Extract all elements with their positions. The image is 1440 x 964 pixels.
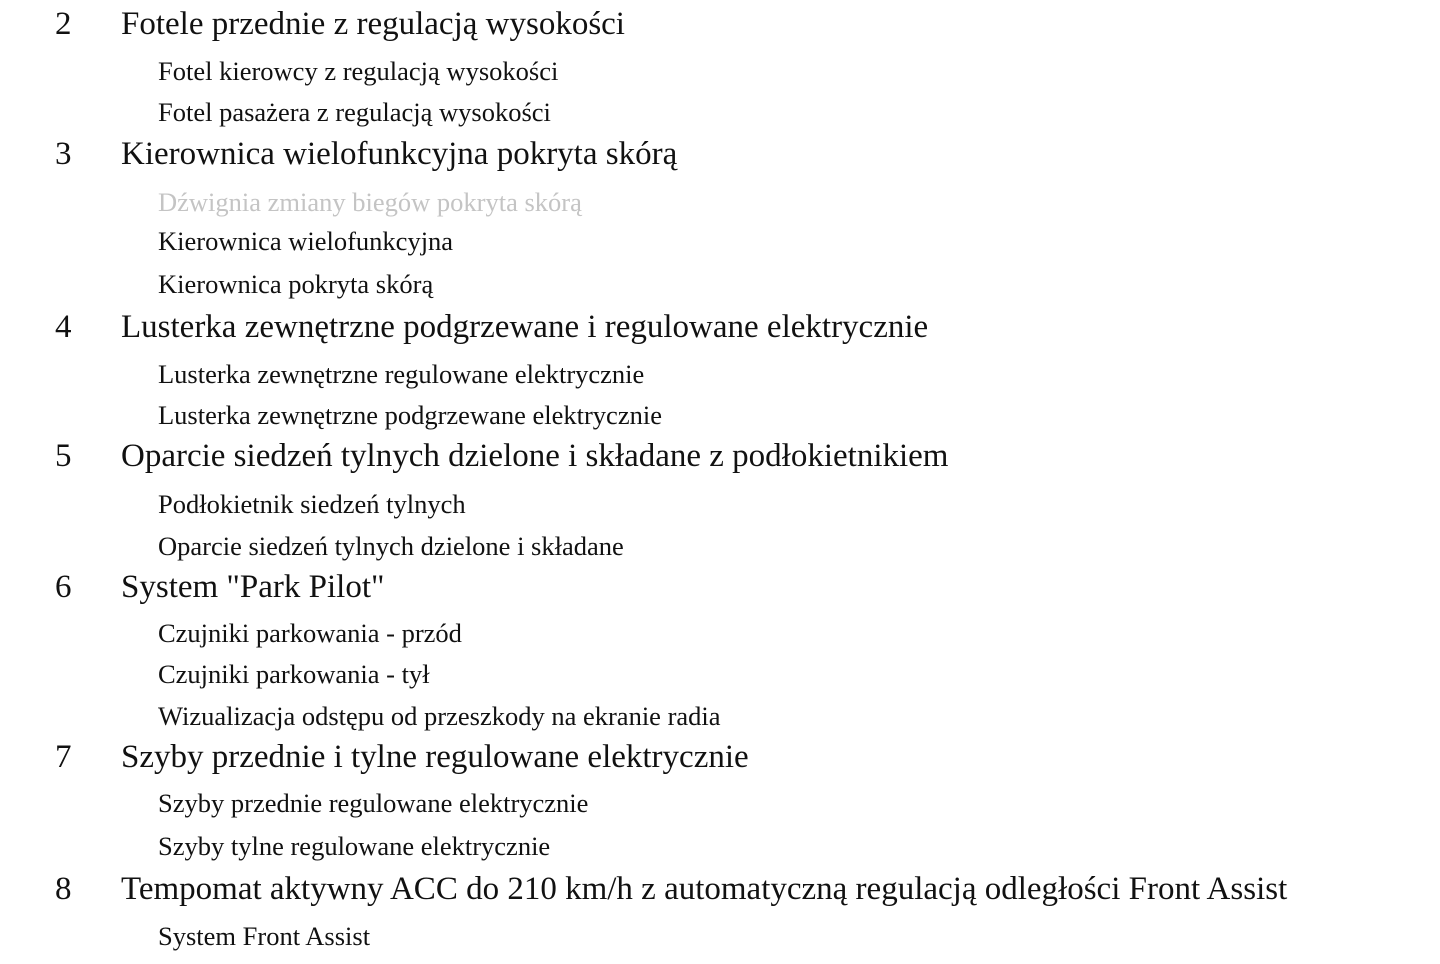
- item-title: Oparcie siedzeń tylnych dzielone i składane z podłokietnikiem: [121, 438, 949, 474]
- sub-item-text: System Front Assist: [158, 921, 371, 951]
- sub-item-text: Dźwignia zmiany biegów pokryta skórą: [158, 187, 582, 217]
- sub-item-text: Lusterka zewnętrzne podgrzewane elektrycznie: [158, 400, 662, 430]
- sub-item-text: Wizualizacja odstępu od przeszkody na ekranie radia: [158, 701, 721, 731]
- item-title: Lusterka zewnętrzne podgrzewane i regulowane elektrycznie: [121, 309, 929, 345]
- item-number: 3: [55, 136, 72, 172]
- sub-item-text: Czujniki parkowania - tył: [158, 659, 430, 689]
- item-number: 8: [55, 871, 72, 907]
- item-title: Szyby przednie i tylne regulowane elektrycznie: [121, 739, 749, 775]
- sub-item-text: Kierownica pokryta skórą: [158, 269, 434, 299]
- sub-item-text: Lusterka zewnętrzne regulowane elektrycznie: [158, 359, 645, 389]
- item-title: Tempomat aktywny ACC do 210 km/h z automatyczną regulacją odległości Front Assist: [121, 871, 1288, 907]
- sub-item-text: Fotel kierowcy z regulacją wysokości: [158, 56, 559, 86]
- item-number: 6: [55, 569, 72, 605]
- sub-item-text: Szyby przednie regulowane elektrycznie: [158, 788, 589, 818]
- item-title: Fotele przednie z regulacją wysokości: [121, 6, 625, 42]
- item-title: Kierownica wielofunkcyjna pokryta skórą: [121, 136, 678, 172]
- item-title: System "Park Pilot": [121, 569, 385, 605]
- sub-item-text: Szyby tylne regulowane elektrycznie: [158, 831, 551, 861]
- item-number: 4: [55, 309, 72, 345]
- sub-item-text: Podłokietnik siedzeń tylnych: [158, 489, 466, 519]
- item-number: 2: [55, 6, 72, 42]
- sub-item-text: Czujniki parkowania - przód: [158, 618, 462, 648]
- item-number: 5: [55, 438, 72, 474]
- sub-item-text: Kierownica wielofunkcyjna: [158, 226, 454, 256]
- item-number: 7: [55, 739, 72, 775]
- sub-item-text: Fotel pasażera z regulacją wysokości: [158, 97, 551, 127]
- sub-item-text: Oparcie siedzeń tylnych dzielone i składane: [158, 531, 624, 561]
